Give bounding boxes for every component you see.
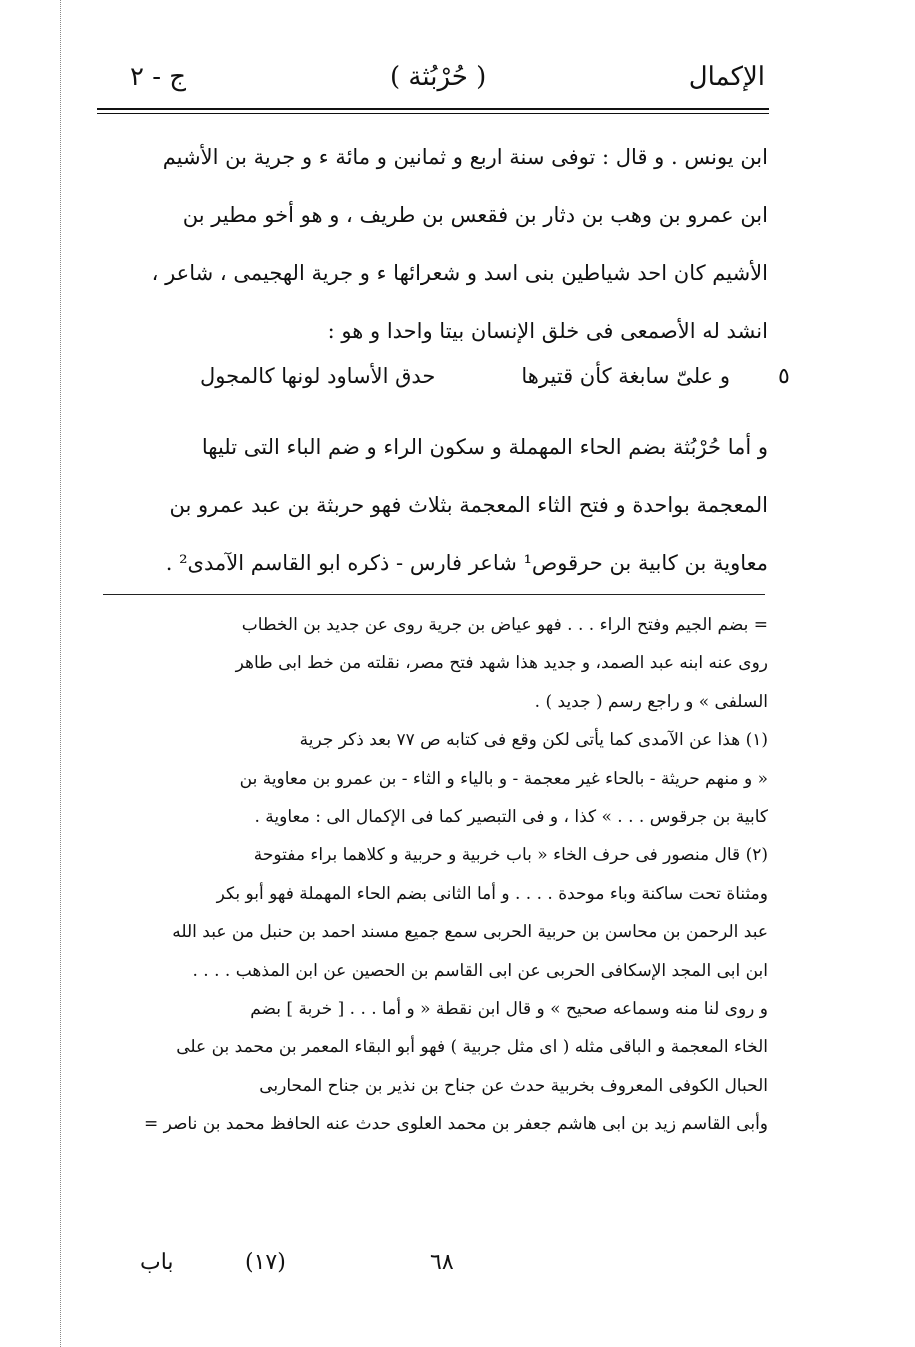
main-line: الأشيم كان احد شياطين بنى اسد و شعرائها ء و جرية الهجيمى ، شاعر ، bbox=[151, 261, 768, 285]
entry-heading: ( حُرْبُثة ) bbox=[390, 62, 487, 92]
header-rule bbox=[97, 108, 769, 110]
footnote-line: عبد الرحمن بن محاسن بن حربية الحربى سمع جميع مسند احمد بن حنبل من عبد الله bbox=[172, 922, 768, 943]
catchword: باب bbox=[140, 1250, 174, 1275]
signature-mark: (١٧) bbox=[245, 1250, 286, 1275]
footnote-line: و روى لنا منه وسماعه صحيح » و قال ابن نقطة « و أما . . . [ خربة ] بضم bbox=[250, 998, 768, 1019]
page-number: ٦٨ bbox=[430, 1250, 454, 1275]
footnote-line: الحبال الكوفى المعروف بخربية حدث عن جناح بن نذير بن جناح المحاربى bbox=[259, 1075, 768, 1096]
footnote-line: كابية بن جرقوس . . . » كذا ، و فى التبصير كما فى الإكمال الى : معاوية . bbox=[254, 806, 768, 827]
book-title: الإكمال bbox=[688, 62, 765, 92]
main-line: ابن عمرو بن وهب بن دثار بن فقعس بن طريف ، و هو أخو مطير بن bbox=[182, 203, 768, 227]
footnote-line: ومثناة تحت ساكنة وباء موحدة . . . . و أما الثانى بضم الحاء المهملة فهو أبو بكر bbox=[216, 883, 768, 904]
main-line: معاوية بن كابية بن حرقوص¹ شاعر فارس - ذكره ابو القاسم الآمدى² . bbox=[165, 551, 768, 575]
footnote-line: السلفى » و راجع رسم ( جديد ) . bbox=[534, 691, 768, 712]
line-number: ٥ bbox=[778, 364, 790, 389]
footnote-line: الخاء المعجمة و الباقى مثله ( اى مثل جربية ) فهو أبو البقاء المعمر بن محمد بن على bbox=[176, 1037, 768, 1058]
poetry-verse bbox=[200, 358, 730, 402]
header-rule-thin bbox=[97, 113, 769, 114]
footnotes bbox=[100, 606, 768, 1143]
main-line: المعجمة بواحدة و فتح الثاء المعجمة بثلاث فهو حربثة بن عبد عمرو بن bbox=[169, 493, 768, 517]
footnote-line: (٢) قال منصور فى حرف الخاء « باب خربية و حربية و كلاهما براء مفتوحة bbox=[253, 845, 768, 866]
page-footer bbox=[100, 1250, 768, 1290]
main-line: انشد له الأصمعى فى خلق الإنسان بيتا واحدا و هو : bbox=[327, 319, 768, 343]
volume-label: ج - ٢ bbox=[130, 62, 187, 92]
scan-edge-dots bbox=[60, 0, 61, 1347]
footnote-line: وأبى القاسم زيد بن ابى هاشم جعفر بن محمد العلوى حدث عنه الحافظ محمد بن ناصر = bbox=[143, 1114, 768, 1135]
verse-second-hemistich: حدق الأساود لونها كالمجول bbox=[200, 364, 436, 388]
footnote-line: = بضم الجيم وفتح الراء . . . فهو عياض بن جرية روى عن جديد بن الخطاب bbox=[241, 615, 768, 635]
footnote-line: « و منهم حريثة - بالحاء غير معجمة - و بالياء و الثاء - بن عمرو بن معاوية بن bbox=[239, 768, 768, 789]
main-line: ابن يونس . و قال : توفى سنة اربع و ثمانين و مائة ء و جرية بن الأشيم bbox=[162, 145, 768, 169]
footnote-line: (١) هذا عن الآمدى كما يأتى لكن وقع فى كتابه ص ٧٧ بعد ذكر جرية bbox=[299, 730, 768, 751]
footnote-separator bbox=[103, 594, 765, 595]
verse-first-hemistich: و علىّ سابغة كأن قتيرها bbox=[521, 364, 730, 388]
running-header bbox=[100, 58, 765, 98]
footnote-line: ابن ابى المجد الإسكافى الحربى عن ابى القاسم بن الحصين عن ابن المذهب . . . . bbox=[192, 960, 768, 981]
main-line: و أما حُرْبُثة بضم الحاء المهملة و سكون الراء و ضم الباء التى تليها bbox=[201, 435, 768, 459]
footnote-line: روى عنه ابنه عبد الصمد، و جديد هذا شهد فتح مصر، نقلته من خط ابى طاهر bbox=[235, 653, 768, 674]
